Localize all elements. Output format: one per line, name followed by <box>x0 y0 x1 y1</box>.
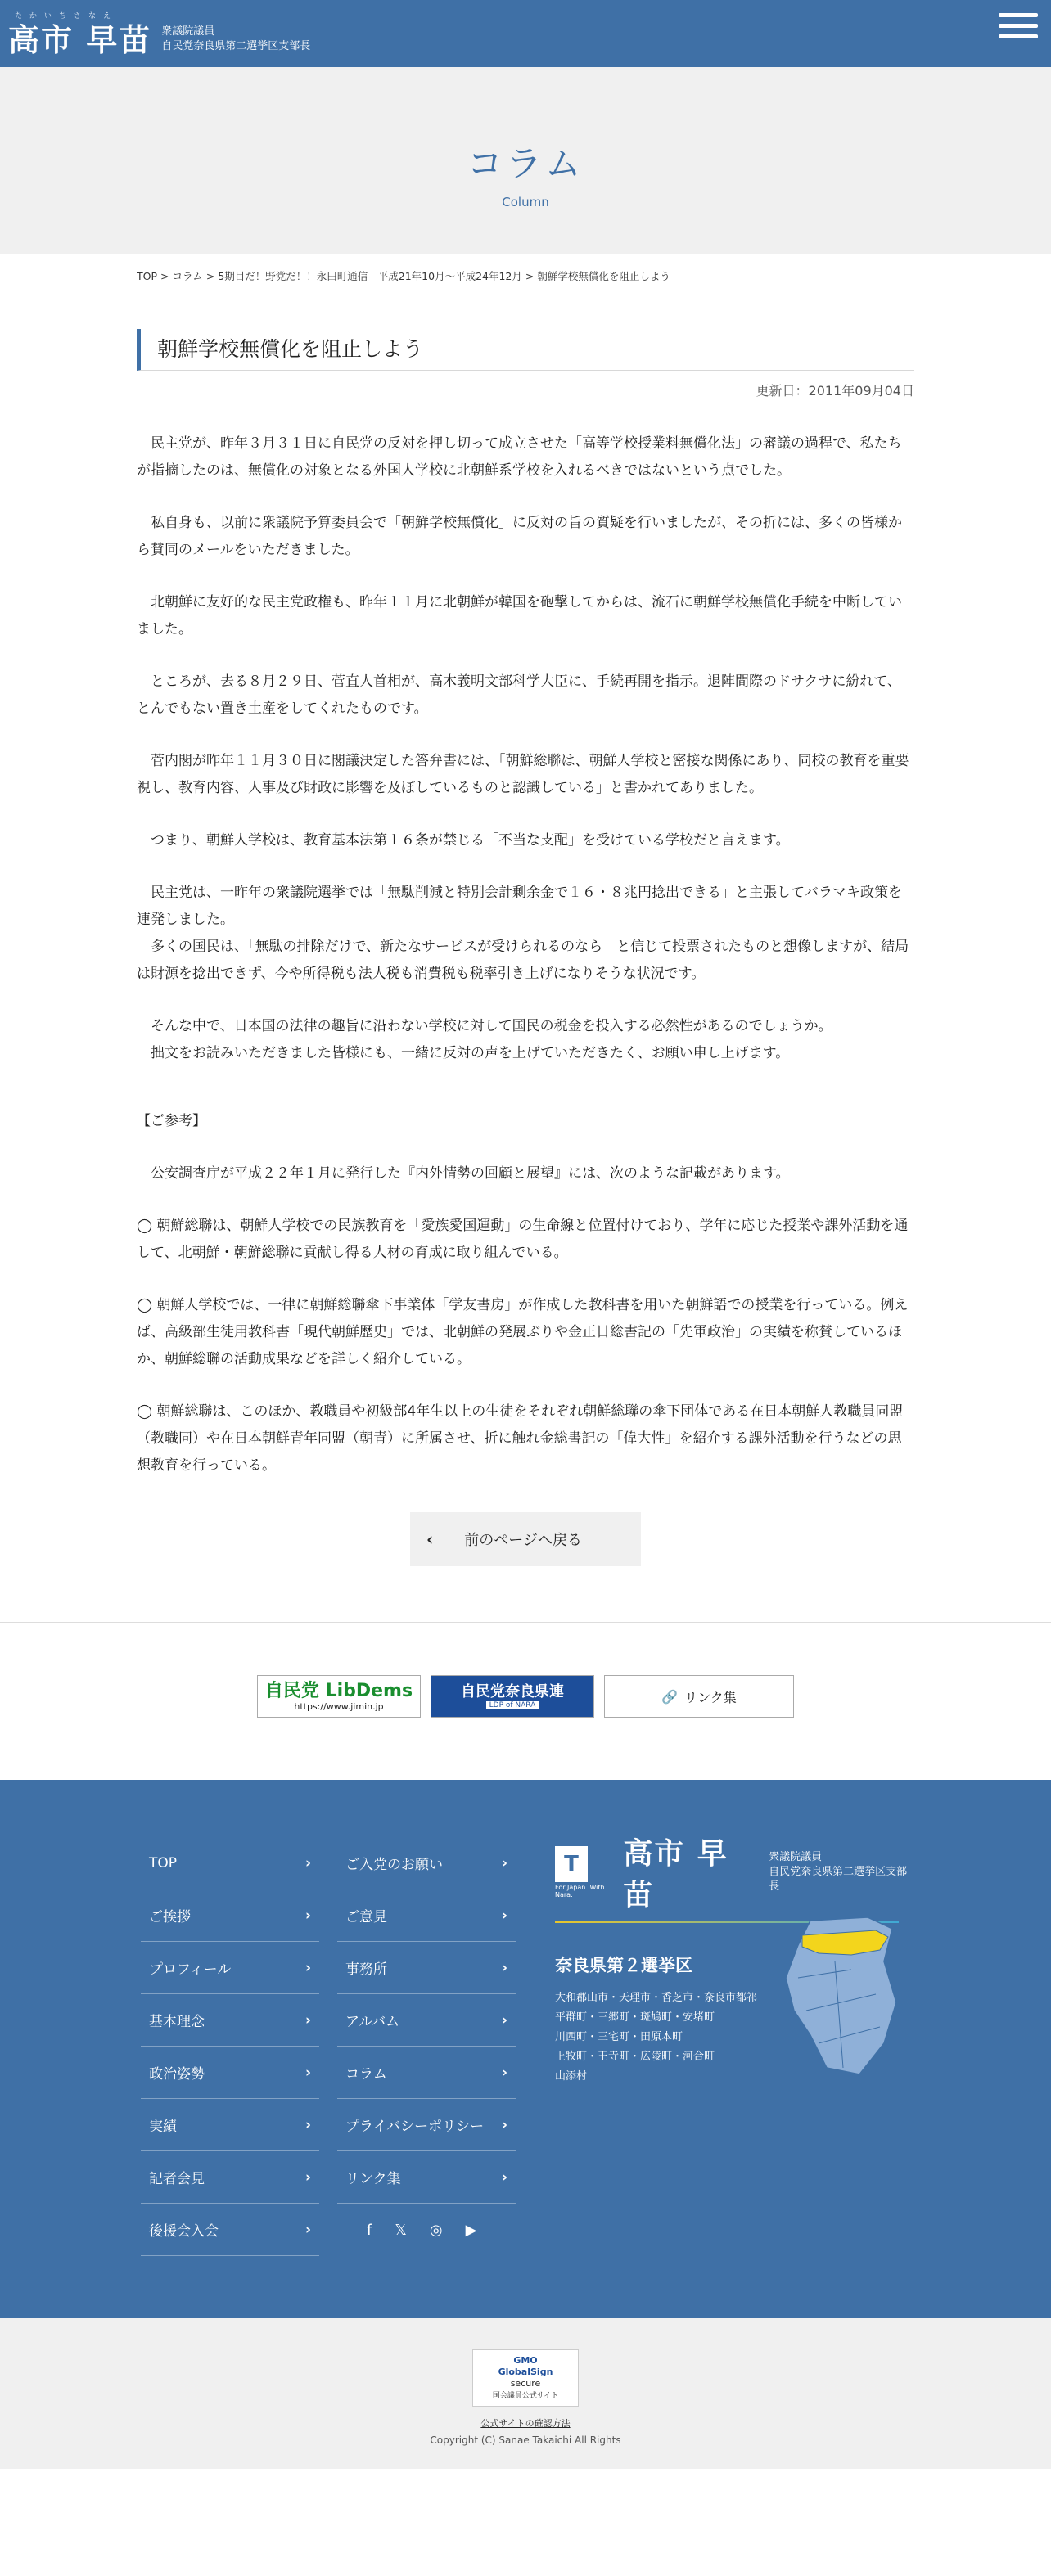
chevron-right-icon: › <box>304 2168 311 2186</box>
footer-nav-item[interactable]: コラム › <box>337 2047 516 2099</box>
paragraph: 拙文をお読みいただきました皆様にも、一緒に反対の声を上げていただきたく、お願い申し上げます。 <box>137 1045 790 1061</box>
footer-nav-item[interactable]: プロフィール › <box>141 1942 319 1994</box>
ldp-banner-title: 自民党 LibDems <box>264 1680 413 1701</box>
paragraph: つまり、朝鮮人学校は、教育基本法第１６条が禁じる「不当な支配」を受けている学校だと言えます。 <box>137 832 790 849</box>
globalsign-seal[interactable] <box>472 2349 579 2407</box>
instagram-icon[interactable]: ◎ <box>429 2221 443 2239</box>
date-label: 更新日： <box>756 383 809 399</box>
footer-logo-name: 高市 早苗 <box>623 1837 728 1912</box>
town-line: 川西町・三宅町・田原本町 <box>555 2031 683 2043</box>
facebook-icon[interactable]: f <box>367 2221 372 2239</box>
footer-tagline: For Japan. With Nara. <box>555 1884 605 1898</box>
nara-banner-sub: LDP of NARA <box>486 1701 539 1709</box>
reference-heading: 【ご参考】 <box>137 1113 206 1129</box>
logo-ruby: たかいちさなえ <box>15 12 119 20</box>
paragraph: そんな中で、日本国の法律の趣旨に沿わない学校に対して国民の税金を投入する必然性があるのでしょうか。 <box>137 1018 832 1034</box>
gmo-line-1: GMO <box>513 2355 538 2366</box>
footer-nav-item[interactable]: 記者会見 › <box>141 2151 319 2204</box>
footer-nav-left <box>141 1837 319 2256</box>
banner-row <box>0 1675 1051 1718</box>
footer-nav-item[interactable]: TOP › <box>141 1837 319 1889</box>
footer-nav-item[interactable]: 事務所 › <box>337 1942 516 1994</box>
chevron-right-icon: › <box>501 1959 507 1976</box>
ldp-banner-url: https://www.jimin.jp <box>294 1700 384 1712</box>
breadcrumb-sep: > <box>525 270 535 282</box>
breadcrumb-sep: > <box>160 270 169 282</box>
town-line: 上牧町・王寺町・広陵町・河合町 <box>555 2051 715 2063</box>
gmo-line-3: secure <box>510 2378 541 2389</box>
paragraph: 民主党が、昨年３月３１日に自民党の反対を押し切って成立させた「高等学校授業料無償化法」の審議の過程で、私たちが指摘したのは、無償化の対象となる外国人学校に北朝鮮系学校を入れるべきではないという点でした。 <box>137 435 902 479</box>
ldp-banner[interactable] <box>257 1675 421 1718</box>
town-line: 大和郡山市・天理市・香芝市・奈良市都祁 <box>555 1992 758 2004</box>
chevron-right-icon: › <box>501 2011 507 2029</box>
article-title: 朝鮮学校無償化を阻止しよう <box>137 329 914 371</box>
chevron-right-icon: › <box>501 1907 507 1924</box>
date-value: 2011年09月04日 <box>808 383 914 399</box>
chevron-right-icon: › <box>304 2011 311 2029</box>
chevron-right-icon: › <box>501 2168 507 2186</box>
footer-nav-right <box>337 1837 516 2256</box>
chevron-right-icon: › <box>304 2221 311 2238</box>
chevron-right-icon: › <box>501 1854 507 1871</box>
chevron-right-icon: › <box>501 2116 507 2133</box>
article-body <box>137 430 914 1479</box>
footer-nav-item[interactable]: 後援会入会 › <box>141 2204 319 2256</box>
link-icon: 🔗 <box>661 1688 679 1705</box>
logo-subtitle <box>161 25 310 54</box>
back-button-label: 前のページへ戻る <box>464 1532 582 1549</box>
site-logo[interactable] <box>8 7 310 62</box>
nara-ldp-banner[interactable] <box>431 1675 594 1718</box>
nara-banner-title: 自民党奈良県連 <box>461 1683 564 1700</box>
footer-nav-item[interactable]: 政治姿勢 › <box>141 2047 319 2099</box>
article <box>137 329 914 1566</box>
footer-nav-item[interactable]: 基本理念 › <box>141 1994 319 2047</box>
breadcrumb-column[interactable]: コラム <box>172 270 203 282</box>
logo-mark-icon: T <box>555 1846 588 1882</box>
footer-nav-item[interactable]: アルバム › <box>337 1994 516 2047</box>
breadcrumb-current: 朝鮮学校無償化を阻止しよう <box>537 270 670 282</box>
chevron-right-icon: › <box>501 2064 507 2081</box>
back-wrap <box>137 1512 914 1566</box>
page-subtitle: Column <box>502 195 549 209</box>
district-title: 奈良県第２選挙区 <box>555 1956 692 1975</box>
footer-nav-item[interactable]: ご挨拶 › <box>141 1889 319 1942</box>
links-button[interactable] <box>604 1675 794 1718</box>
nara-map <box>778 1912 900 2076</box>
footer-nav-item[interactable]: プライバシーポリシー › <box>337 2099 516 2151</box>
gmo-line-4: 国会議員公式サイト <box>492 2392 559 2400</box>
chevron-right-icon: › <box>304 1854 311 1871</box>
breadcrumb-sep: > <box>205 270 215 282</box>
footer-logo-sub: 衆議院議員 自民党奈良県第二選挙区支部長 <box>769 1851 908 1893</box>
footer-nav <box>141 1837 516 2256</box>
verify-link[interactable]: 公式サイトの確認方法 <box>480 2418 571 2429</box>
links-button-label: リンク集 <box>684 1689 737 1705</box>
logo-name: 高市 早苗 <box>8 22 152 58</box>
paragraph: 民主党は、一昨年の衆議院選挙では「無駄削減と特別会計剰余金で１６・８兆円捻出できる」と主張してバラマキ政策を連発しました。 <box>137 885 902 928</box>
paragraph: 公安調査庁が平成２２年１月に発行した『内外情勢の回顧と展望』には、次のような記載があります。 <box>137 1165 790 1182</box>
town-line: 山添村 <box>555 2070 588 2083</box>
breadcrumb <box>137 268 914 283</box>
chevron-left-icon: ‹ <box>426 1529 434 1549</box>
footer-logo[interactable] <box>555 1831 915 1914</box>
town-line: 平群町・三郷町・斑鳩町・安堵町 <box>555 2011 715 2024</box>
reference-item: ◯ 朝鮮人学校では、一律に朝鮮総聯傘下事業体「学友書房」が作成した教科書を用いた朝鮮語での授業を行っている。例えば、高級部生徒用教科書「現代朝鮮歴史」では、北朝鮮の発展ぶりや金正日総書記の「先軍政治」の実績を称賛しているほか、朝鮮総聯の活動成果などを詳しく紹介している。 <box>137 1297 909 1367</box>
footer-profile <box>555 1831 915 2087</box>
paragraph: ところが、去る８月２９日、菅直人首相が、高木義明文部科学大臣に、手続再開を指示。退陣間際のドサクサに紛れて、とんでもない置き土産をしてくれたものです。 <box>137 673 901 717</box>
gmo-line-2: GlobalSign <box>498 2367 553 2377</box>
breadcrumb-series[interactable]: 5期目だ！野党だ！！永田町通信 平成21年10月〜平成24年12月 <box>218 270 522 282</box>
hamburger-menu-icon[interactable] <box>995 7 1041 52</box>
footer-nav-item[interactable]: ご入党のお願い › <box>337 1837 516 1889</box>
breadcrumb-top[interactable]: TOP <box>137 270 158 282</box>
bottom-bar <box>0 2318 1051 2469</box>
chevron-right-icon: › <box>304 1959 311 1976</box>
footer-nav-item[interactable]: 実績 › <box>141 2099 319 2151</box>
paragraph: 菅内閣が昨年１１月３０日に閣議決定した答弁書には、「朝鮮総聯は、朝鮮人学校と密接な関係にあり、同校の教育を重要視し、教育内容、人事及び財政に影響を及ぼしているものと認識している」と書かれてありました。 <box>137 753 909 796</box>
x-icon[interactable]: 𝕏 <box>395 2221 407 2239</box>
logo-sub-line-1: 衆議院議員 <box>161 25 215 38</box>
copyright: Copyright (C) Sanae Takaichi All Rights <box>430 2434 621 2446</box>
site-footer <box>0 1780 1051 2318</box>
social-links <box>337 2204 516 2256</box>
paragraph: 多くの国民は、「無駄の排除だけで、新たなサービスが受けられるのなら」と信じて投票されたものと想像しますが、結局は財源を捻出できず、今や所得税も法人税も消費税も税率引き上げになりそうな状況です。 <box>137 939 909 982</box>
site-header <box>0 0 1051 67</box>
back-button[interactable] <box>410 1512 641 1566</box>
footer-logo-mark-wrap <box>555 1846 623 1898</box>
chevron-right-icon: › <box>304 1907 311 1924</box>
reference-item: ◯ 朝鮮総聯は、朝鮮人学校での民族教育を「愛族愛国運動」の生命線と位置付けており、学年に応じた授業や課外活動を通して、北朝鮮・朝鮮総聯に貢献し得る人材の育成に取り組んでいる。 <box>137 1218 909 1261</box>
article-date <box>137 381 914 399</box>
paragraph: 北朝鮮に友好的な民主党政権も、昨年１１月に北朝鮮が韓国を砲撃してからは、流石に朝鮮学校無償化手続を中断していました。 <box>137 594 902 637</box>
page-hero <box>0 67 1051 254</box>
page-title: コラム <box>467 143 584 185</box>
chevron-right-icon: › <box>304 2064 311 2081</box>
logo-sub-line-2: 自民党奈良県第二選挙区支部長 <box>161 40 311 52</box>
chevron-right-icon: › <box>304 2116 311 2133</box>
footer-nav-item[interactable]: ご意見 › <box>337 1889 516 1942</box>
reference-item: ◯ 朝鮮総聯は、このほか、教職員や初級部4年生以上の生徒をそれぞれ朝鮮総聯の傘下団体である在日本朝鮮人教職員同盟（教職同）や在日本朝鮮青年同盟（朝青）に所属させ、折に触れ金総書記の「偉大性」を紹介する課外活動を行うなどの思想教育を行っている。 <box>137 1403 904 1474</box>
youtube-icon[interactable]: ▶ <box>465 2221 477 2239</box>
paragraph: 私自身も、以前に衆議院予算委員会で「朝鮮学校無償化」に反対の旨の質疑を行いましたが、その折には、多くの皆様から賛同のメールをいただきました。 <box>137 515 902 558</box>
footer-nav-item[interactable]: リンク集 › <box>337 2151 516 2204</box>
divider <box>0 1622 1051 1623</box>
